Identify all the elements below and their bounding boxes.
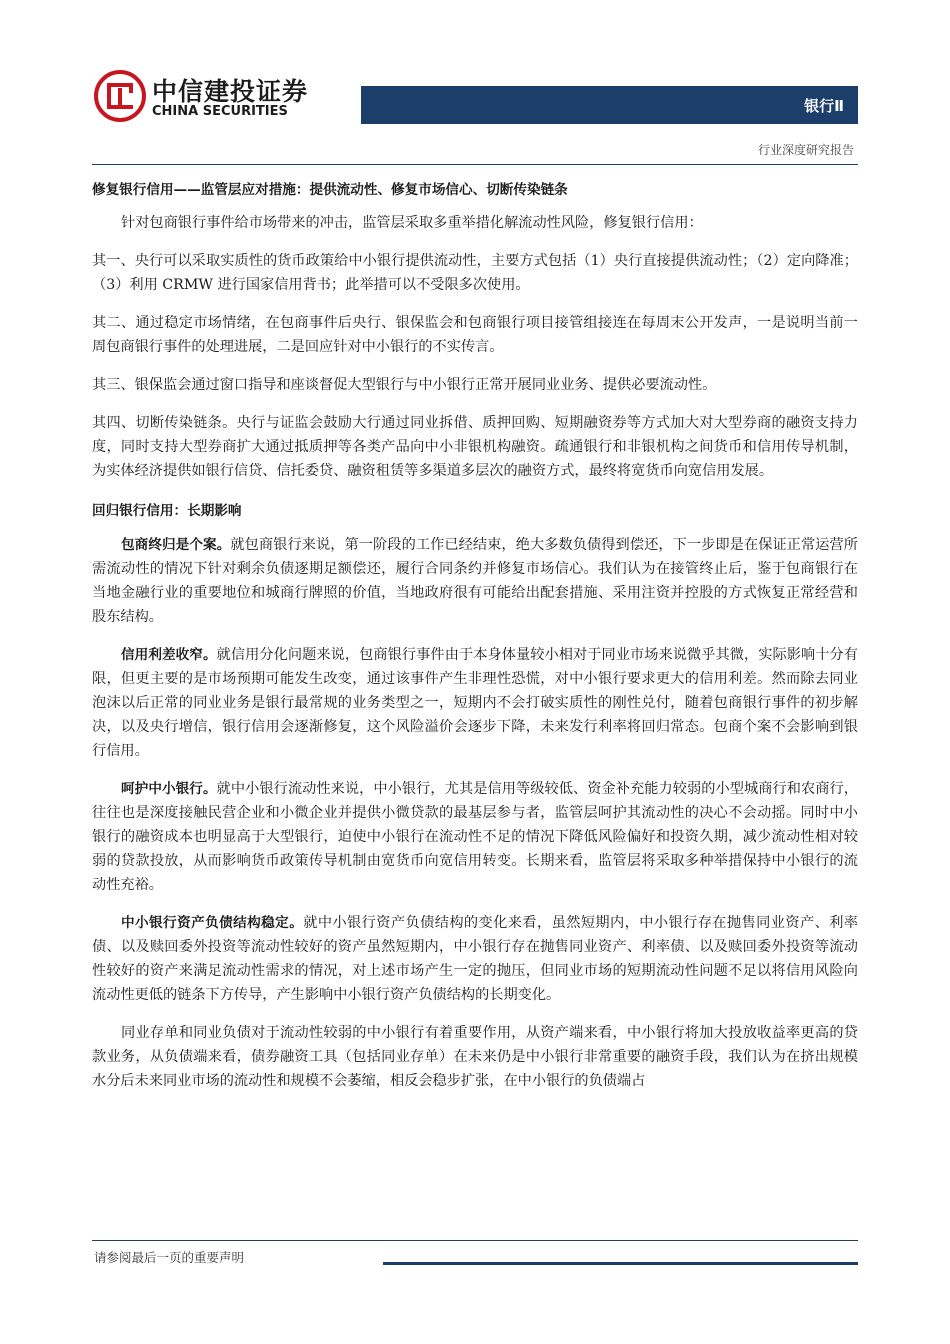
logo-english-name: CHINA SECURITIES [152, 104, 288, 119]
logo-chinese-name: 中信建投证券 [152, 77, 309, 106]
section-heading-longterm: 回归银行信用：长期影响 [92, 503, 242, 519]
paragraph-measure-4: 其四、切断传染链条。央行与证监会鼓励大行通过同业拆借、质押回购、短期融资券等方式加大对大型券商的融资支持力度，同时支持大型券商扩大通过抵质押等各类产品向中小非银机构融资。疏通银行和非银机构之间货币和信用传导机制，为实体经济提供如银行信贷、信托委贷、融资租赁等多渠道多层次的融资方式，最终将宽货币向宽信用发展。 [92, 415, 858, 479]
paragraph-measure-1: 其一、央行可以采取实质性的货币政策给中小银行提供流动性，主要方式包括（1）央行直接提供流动性；（2）定向降准；（3）利用 CRMW 进行国家信用背书；此举措可以不受限多次使用。 [92, 253, 858, 293]
footer-accent-bar [383, 1262, 858, 1265]
footer-divider [92, 1240, 858, 1241]
paragraph-case [92, 533, 858, 629]
paragraph-structure [92, 911, 858, 1007]
paragraph-measure-3: 其三、银保监会通过窗口指导和座谈督促大型银行与中小银行正常开展同业业务、提供必要流动性。 [92, 377, 717, 393]
paragraph-spread [92, 643, 858, 763]
paragraph-intro: 针对包商银行事件给市场带来的冲击，监管层采取多重举措化解流动性风险，修复银行信用： [121, 215, 703, 231]
paragraph-text: 就包商银行来说，第一阶段的工作已经结束，绝大多数负债得到偿还，下一步即是在保证正常运营所需流动性的情况下针对剩余负债逐期足额偿还，履行合同条约并修复市场信心。我们认为在接管终止后，鉴于包商银行在当地金融行业的重要地位和城商行牌照的价值，当地政府很有可能给出配套措施、采用注资并控股的方式恢复正常经营和股东结构。 [92, 537, 858, 625]
sector-banner [361, 86, 858, 124]
paragraph-lead: 信用利差收窄。 [121, 647, 217, 663]
paragraph-text: 就信用分化问题来说，包商银行事件由于本身体量较小相对于同业市场来说微乎其微，实际影响十分有限，但更主要的是市场预期可能发生改变，通过该事件产生非理性恐慌，对中小银行要求更大的信用利差。然而除去同业泡沫以后正常的同业业务是银行最常规的业务类型之一，短期内不会打破实质性的刚性兑付，随着包商银行事件的初步解决，以及央行增信，银行信用会逐渐修复，这个风险溢价会逐步下降，未来发行利率将回归常态。包商个案不会影响到银行信用。 [92, 647, 858, 759]
footer-disclaimer: 请参阅最后一页的重要声明 [94, 1250, 245, 1265]
citic-logo-icon [94, 70, 146, 122]
header-divider [92, 164, 858, 165]
company-logo [94, 70, 316, 126]
paragraph-lead: 包商终归是个案。 [121, 537, 231, 553]
paragraph-lead: 呵护中小银行。 [121, 781, 217, 797]
paragraph-text: 就中小银行资产负债结构的变化来看，虽然短期内，中小银行存在抛售同业资产、利率债、以及赎回委外投资等流动性较好的资产虽然短期内，中小银行存在抛售同业资产、利率债、以及赎回委外投资等流动性较好的资产来满足流动性需求的情况，对上述市场产生一定的抛压，但同业市场的短期流动性问题不足以将信用风险向流动性更低的链条下方传导，产生影响中小银行资产负债结构的长期变化。 [92, 915, 858, 1003]
section-heading-repair: 修复银行信用——监管层应对措施：提供流动性、修复市场信心、切断传染链条 [92, 182, 568, 198]
paragraph-protect [92, 777, 858, 897]
paragraph-lead: 中小银行资产负债结构稳定。 [121, 915, 304, 931]
sector-label: 银行Ⅱ [804, 97, 844, 115]
paragraph-text: 就中小银行流动性来说，中小银行，尤其是信用等级较低、资金补充能力较弱的小型城商行和农商行，往往也是深度接触民营企业和小微企业并提供小微贷款的最基层参与者，监管层呵护其流动性的决心不会动摇。同时中小银行的融资成本也明显高于大型银行，迫使中小银行在流动性不足的情况下降低风险偏好和投资久期，减少流动性相对较弱的贷款投放，从而影响货币政策传导机制由宽货币向宽信用转变。长期来看，监管层将采取多种举措保持中小银行的流动性充裕。 [92, 781, 858, 893]
paragraph-closing: 同业存单和同业负债对于流动性较弱的中小银行有着重要作用，从资产端来看，中小银行将加大投放收益率更高的贷款业务，从负债端来看，债券融资工具（包括同业存单）在未来仍是中小银行非常重要的融资手段，我们认为在挤出规模水分后未来同业市场的流动性和规模不会萎缩，相反会稳步扩张，在中小银行的负债端占 [92, 1025, 858, 1089]
paragraph-measure-2: 其二、通过稳定市场情绪，在包商事件后央行、银保监会和包商银行项目接管组接连在每周末公开发声，一是说明当前一周包商银行事件的处理进展，二是回应针对中小银行的不实传言。 [92, 315, 858, 355]
report-body [92, 178, 858, 1093]
document-type: 行业深度研究报告 [757, 143, 854, 157]
